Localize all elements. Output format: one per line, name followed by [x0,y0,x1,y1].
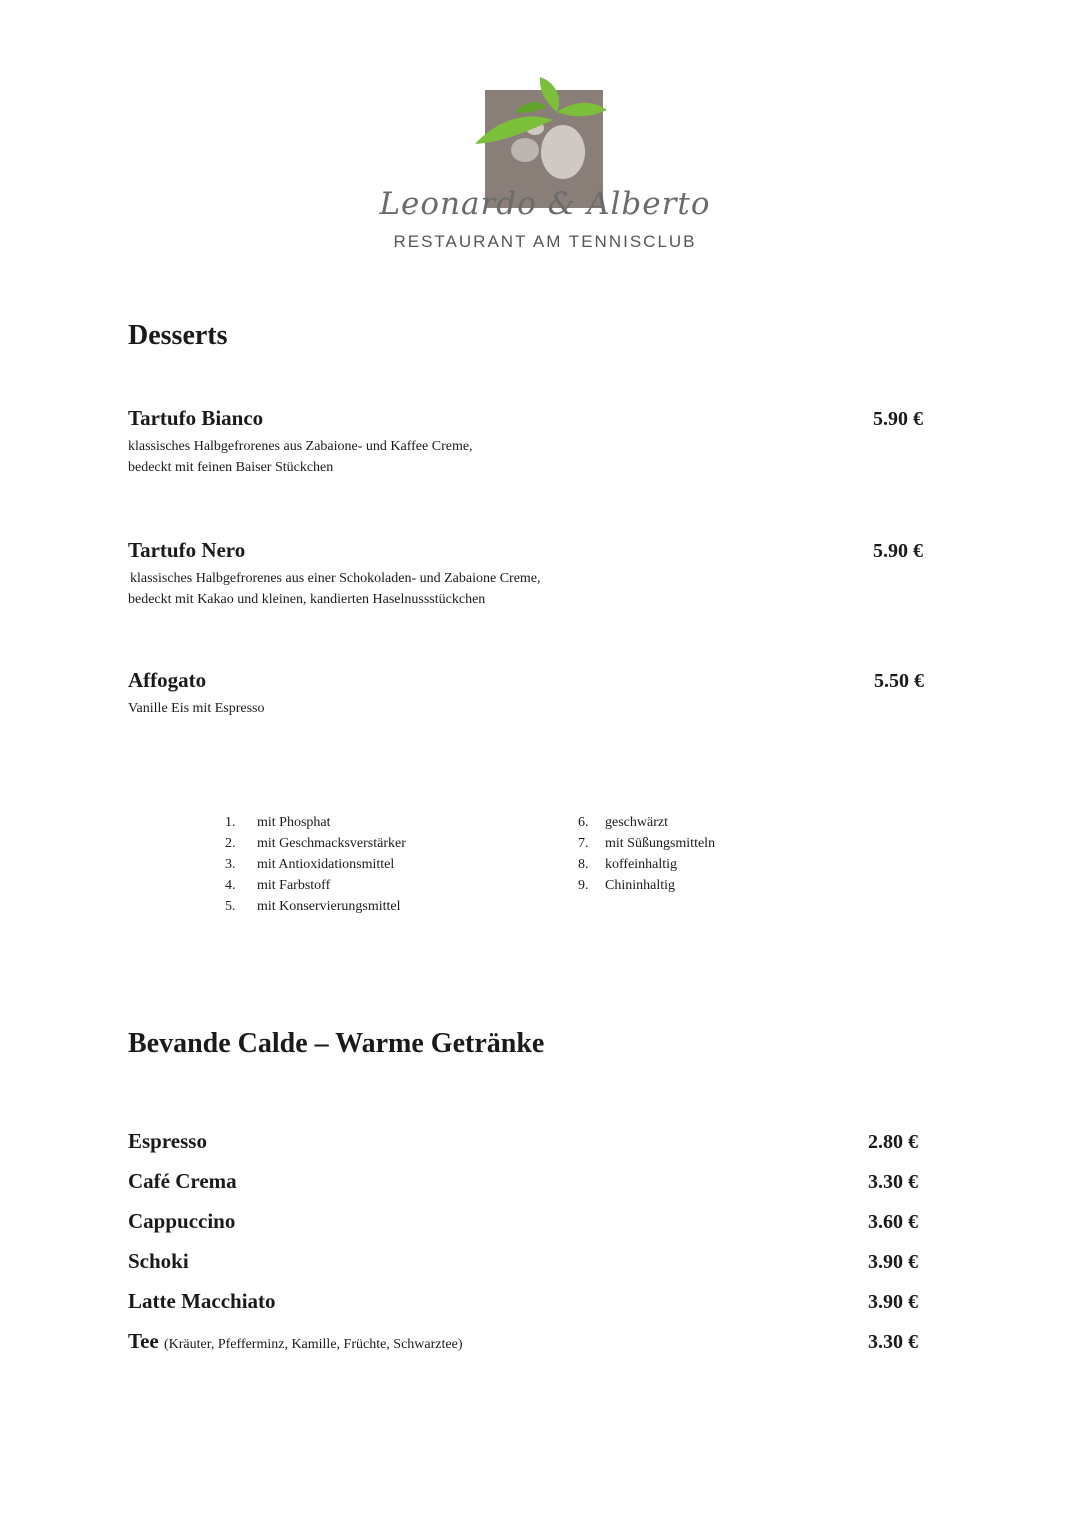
restaurant-logo [325,72,765,262]
drink-price-cafe-crema: 3.30 € [868,1171,918,1193]
desc-line: klassisches Halbgefrorenes aus einer Schokoladen- und Zabaione Creme, [130,571,541,586]
desc-line: bedeckt mit feinen Baiser Stückchen [128,460,334,475]
drink-name-espresso: Espresso [128,1129,207,1153]
drink-name-tee [128,1329,462,1354]
drink-price-schoki: 3.90 € [868,1251,918,1273]
footnote-num: 2. [225,836,236,851]
footnote-num: 3. [225,857,236,872]
desc-line: bedeckt mit Kakao und kleinen, kandierten Haselnussstückchen [128,592,486,607]
drink-price-cappuccino: 3.60 € [868,1211,918,1233]
dessert-desc-tartufo-bianco [128,436,473,478]
logo-script-text: Leonardo & Alberto [379,186,711,222]
dessert-name-tartufo-bianco: Tartufo Bianco [128,406,264,430]
drink-price-tee: 3.30 € [868,1331,918,1353]
footnote-text: mit Antioxidationsmittel [257,857,395,872]
dessert-price-affogato: 5.50 € [874,670,924,692]
footnote-num: 1. [225,815,236,830]
drink-name-schoki: Schoki [128,1249,189,1273]
dessert-desc-tartufo-nero [128,568,541,610]
dessert-desc-affogato [128,698,265,719]
footnote-num: 9. [578,878,589,893]
drink-name-tee-label: Tee [128,1329,159,1353]
desserts-title: Desserts [128,320,228,351]
footnote-text: Chininhaltig [605,878,675,893]
footnote-text: geschwärzt [605,815,668,830]
footnote-num: 7. [578,836,589,851]
footnote-num: 5. [225,899,236,914]
footnote-text: mit Farbstoff [257,878,331,893]
logo-subtitle: RESTAURANT AM TENNISCLUB [393,232,697,251]
desc-line: Vanille Eis mit Espresso [128,701,265,716]
drink-name-latte-macchiato: Latte Macchiato [128,1289,276,1313]
dessert-name-tartufo-nero: Tartufo Nero [128,538,246,562]
footnote-text: mit Geschmacksverstärker [257,836,406,851]
drink-name-cappuccino: Cappuccino [128,1209,236,1233]
dessert-price-tartufo-bianco: 5.90 € [873,408,923,430]
drink-price-latte-macchiato: 3.90 € [868,1291,918,1313]
dessert-name-affogato: Affogato [128,668,207,692]
footnote-num: 8. [578,857,589,872]
footnote-num: 4. [225,878,236,893]
drinks-title: Bevande Calde – Warme Getränke [128,1028,545,1059]
drink-note-tee: (Kräuter, Pfefferminz, Kamille, Früchte, Schwarztee) [163,1337,463,1352]
drink-name-cafe-crema: Café Crema [128,1169,237,1193]
footnote-text: mit Konservierungsmittel [257,899,401,914]
footnote-text: mit Phosphat [257,815,331,830]
footnote-num: 6. [578,815,589,830]
footnote-text: mit Süßungsmitteln [605,836,716,851]
dessert-price-tartufo-nero: 5.90 € [873,540,923,562]
desc-line: klassisches Halbgefrorenes aus Zabaione- und Kaffee Creme, [128,439,473,454]
drink-price-espresso: 2.80 € [868,1131,918,1153]
footnote-text: koffeinhaltig [605,857,678,872]
